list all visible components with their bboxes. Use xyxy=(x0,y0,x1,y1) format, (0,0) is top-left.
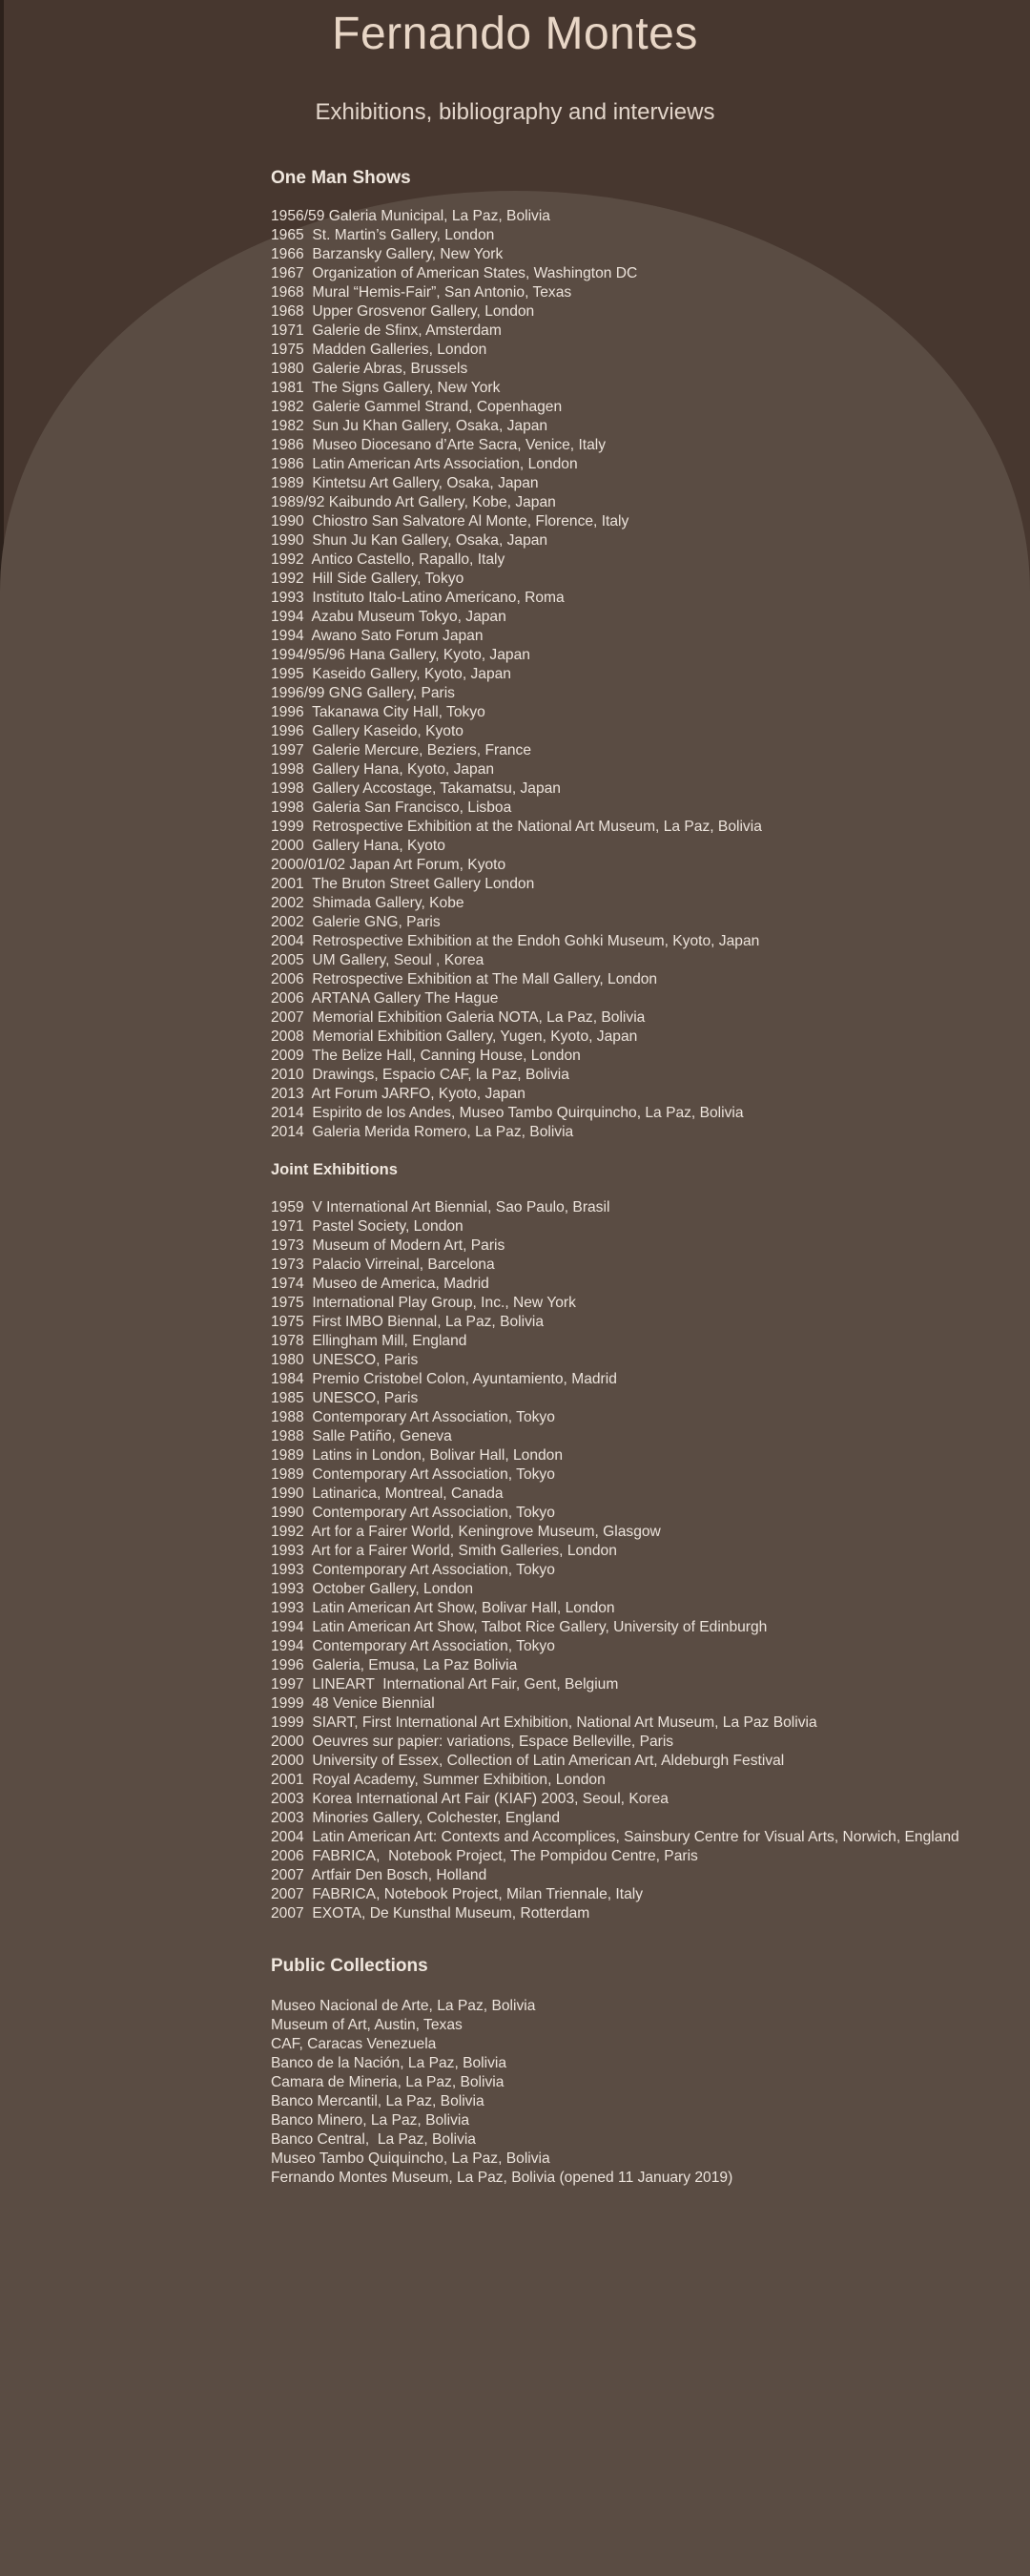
list-item: 1986 Museo Diocesano d’Arte Sacra, Venice, Italy xyxy=(271,437,607,453)
list-item: 2014 Espirito de los Andes, Museo Tambo Quirquincho, La Paz, Bolivia xyxy=(271,1105,744,1121)
list-item: Museo Tambo Quiquincho, La Paz, Bolivia xyxy=(271,2150,550,2167)
list-item: 1968 Mural “Hemis-Fair”, San Antonio, Texas xyxy=(271,284,572,301)
list-item: 1996/99 GNG Gallery, Paris xyxy=(271,685,455,701)
list-item: 1994 Contemporary Art Association, Tokyo xyxy=(271,1638,555,1654)
list-item: 1999 SIART, First International Art Exhibition, National Art Museum, La Paz Bolivia xyxy=(271,1714,817,1731)
list-item: 1971 Pastel Society, London xyxy=(271,1218,464,1235)
list-item: 1993 Latin American Art Show, Bolivar Hall, London xyxy=(271,1600,615,1616)
list-item: 1988 Salle Patiño, Geneva xyxy=(271,1428,452,1444)
list-item: 1966 Barzansky Gallery, New York xyxy=(271,246,504,262)
list-item: 1998 Galeria San Francisco, Lisboa xyxy=(271,800,512,816)
list-item: 2014 Galeria Merida Romero, La Paz, Bolivia xyxy=(271,1124,574,1140)
list-item: Banco Mercantil, La Paz, Bolivia xyxy=(271,2093,484,2109)
list-item: 1973 Museum of Modern Art, Paris xyxy=(271,1237,505,1254)
list-item: 1993 October Gallery, London xyxy=(271,1581,474,1597)
list-item: 2013 Art Forum JARFO, Kyoto, Japan xyxy=(271,1086,525,1102)
list-item: 1999 Retrospective Exhibition at the National Art Museum, La Paz, Bolivia xyxy=(271,819,762,835)
list-item: 1990 Chiostro San Salvatore Al Monte, Florence, Italy xyxy=(271,513,629,530)
list-item: 1973 Palacio Virreinal, Barcelona xyxy=(271,1257,495,1273)
public-collections-list xyxy=(271,1997,732,2188)
list-item: 2010 Drawings, Espacio CAF, la Paz, Bolivia xyxy=(271,1067,569,1083)
list-item: 2006 ARTANA Gallery The Hague xyxy=(271,990,499,1007)
list-item: Banco de la Nación, La Paz, Bolivia xyxy=(271,2055,507,2071)
list-item: 1988 Contemporary Art Association, Tokyo xyxy=(271,1409,555,1425)
list-item: 2001 The Bruton Street Gallery London xyxy=(271,876,535,892)
list-item: 1996 Gallery Kaseido, Kyoto xyxy=(271,723,464,739)
list-item: 1990 Latinarica, Montreal, Canada xyxy=(271,1485,504,1502)
list-item: Museum of Art, Austin, Texas xyxy=(271,2017,463,2033)
list-item: 2003 Korea International Art Fair (KIAF) 2003, Seoul, Korea xyxy=(271,1791,669,1807)
list-item: Museo Nacional de Arte, La Paz, Bolivia xyxy=(271,1998,536,2014)
list-item: 1967 Organization of American States, Washington DC xyxy=(271,265,638,281)
list-item: 1997 LINEART International Art Fair, Gent, Belgium xyxy=(271,1676,619,1693)
list-item: 2000 University of Essex, Collection of Latin American Art, Aldeburgh Festival xyxy=(271,1753,785,1769)
list-item: 2005 UM Gallery, Seoul , Korea xyxy=(271,952,484,968)
list-item: 1993 Instituto Italo-Latino Americano, Roma xyxy=(271,590,565,606)
list-item: 1980 Galerie Abras, Brussels xyxy=(271,361,468,377)
list-item: 2002 Shimada Gallery, Kobe xyxy=(271,895,464,911)
list-item: Banco Central, La Paz, Bolivia xyxy=(271,2131,476,2148)
list-item: 2000/01/02 Japan Art Forum, Kyoto xyxy=(271,857,506,873)
list-item: 1993 Contemporary Art Association, Tokyo xyxy=(271,1562,555,1578)
list-item: 1989 Contemporary Art Association, Tokyo xyxy=(271,1466,555,1483)
list-item: 2001 Royal Academy, Summer Exhibition, London xyxy=(271,1772,606,1788)
list-item: 1996 Takanawa City Hall, Tokyo xyxy=(271,704,485,720)
list-item: 1985 UNESCO, Paris xyxy=(271,1390,419,1406)
list-item: 2000 Gallery Hana, Kyoto xyxy=(271,838,445,854)
list-item: 2007 Artfair Den Bosch, Holland xyxy=(271,1867,487,1883)
list-item: 2004 Latin American Art: Contexts and Accomplices, Sainsbury Centre for Visual Arts, Norwich, England xyxy=(271,1829,959,1845)
list-item: Banco Minero, La Paz, Bolivia xyxy=(271,2112,470,2129)
list-item: 2004 Retrospective Exhibition at the Endoh Gohki Museum, Kyoto, Japan xyxy=(271,933,760,949)
list-item: 1990 Shun Ju Kan Gallery, Osaka, Japan xyxy=(271,532,548,549)
list-item: 1994 Latin American Art Show, Talbot Rice Gallery, University of Edinburgh xyxy=(271,1619,768,1635)
list-item: 1994 Azabu Museum Tokyo, Japan xyxy=(271,609,506,625)
list-item: 1984 Premio Cristobel Colon, Ayuntamiento, Madrid xyxy=(271,1371,617,1387)
section-heading-joint-exhibitions: Joint Exhibitions xyxy=(271,1161,398,1178)
list-item: 1998 Gallery Accostage, Takamatsu, Japan xyxy=(271,780,561,797)
list-item: CAF, Caracas Venezuela xyxy=(271,2036,437,2052)
list-item: Camara de Mineria, La Paz, Bolivia xyxy=(271,2074,505,2090)
list-item: 1981 The Signs Gallery, New York xyxy=(271,380,501,396)
list-item: 2002 Galerie GNG, Paris xyxy=(271,914,441,930)
list-item: 2009 The Belize Hall, Canning House, London xyxy=(271,1048,581,1064)
list-item: 1994/95/96 Hana Gallery, Kyoto, Japan xyxy=(271,647,530,663)
joint-exhibitions-list xyxy=(271,1198,959,1923)
list-item: 1992 Art for a Fairer World, Keningrove Museum, Glasgow xyxy=(271,1524,661,1540)
list-item: 1965 St. Martin’s Gallery, London xyxy=(271,227,495,243)
list-item: 1998 Gallery Hana, Kyoto, Japan xyxy=(271,761,495,778)
list-item: Fernando Montes Museum, La Paz, Bolivia (opened 11 January 2019) xyxy=(271,2170,733,2186)
list-item: 1995 Kaseido Gallery, Kyoto, Japan xyxy=(271,666,511,682)
list-item: 1989 Kintetsu Art Gallery, Osaka, Japan xyxy=(271,475,539,491)
list-item: 1986 Latin American Arts Association, London xyxy=(271,456,578,472)
list-item: 1997 Galerie Mercure, Beziers, France xyxy=(271,742,532,758)
list-item: 1971 Galerie de Sfinx, Amsterdam xyxy=(271,322,502,339)
list-item: 1974 Museo de America, Madrid xyxy=(271,1276,489,1292)
list-item: 2000 Oeuvres sur papier: variations, Espace Belleville, Paris xyxy=(271,1734,674,1750)
list-item: 1994 Awano Sato Forum Japan xyxy=(271,628,484,644)
list-item: 1959 V International Art Biennial, Sao Paulo, Brasil xyxy=(271,1199,610,1215)
list-item: 2007 Memorial Exhibition Galeria NOTA, La Paz, Bolivia xyxy=(271,1009,646,1026)
list-item: 1975 International Play Group, Inc., New York xyxy=(271,1295,576,1311)
section-heading-one-man-shows: One Man Shows xyxy=(271,168,411,188)
list-item: 1990 Contemporary Art Association, Tokyo xyxy=(271,1505,555,1521)
list-item: 1989/92 Kaibundo Art Gallery, Kobe, Japan xyxy=(271,494,556,510)
list-item: 2006 Retrospective Exhibition at The Mall Gallery, London xyxy=(271,971,658,987)
list-item: 2008 Memorial Exhibition Gallery, Yugen, Kyoto, Japan xyxy=(271,1028,638,1045)
list-item: 1982 Galerie Gammel Strand, Copenhagen xyxy=(271,399,563,415)
list-item: 1975 Madden Galleries, London xyxy=(271,342,487,358)
list-item: 1982 Sun Ju Khan Gallery, Osaka, Japan xyxy=(271,418,548,434)
page-subtitle: Exhibitions, bibliography and interviews xyxy=(315,99,715,125)
list-item: 1999 48 Venice Biennial xyxy=(271,1695,435,1712)
list-item: 2007 FABRICA, Notebook Project, Milan Triennale, Italy xyxy=(271,1886,644,1902)
list-item: 2003 Minories Gallery, Colchester, England xyxy=(271,1810,561,1826)
list-item: 1993 Art for a Fairer World, Smith Galleries, London xyxy=(271,1543,617,1559)
list-item: 1992 Antico Castello, Rapallo, Italy xyxy=(271,551,505,568)
list-item: 2007 EXOTA, De Kunsthal Museum, Rotterdam xyxy=(271,1905,590,1922)
section-heading-public-collections: Public Collections xyxy=(271,1956,428,1976)
page-title: Fernando Montes xyxy=(332,9,698,59)
one-man-shows-list xyxy=(271,207,762,1142)
list-item: 1996 Galeria, Emusa, La Paz Bolivia xyxy=(271,1657,518,1673)
list-item: 1968 Upper Grosvenor Gallery, London xyxy=(271,303,535,320)
list-item: 1989 Latins in London, Bolivar Hall, London xyxy=(271,1447,564,1464)
list-item: 1992 Hill Side Gallery, Tokyo xyxy=(271,571,464,587)
list-item: 1975 First IMBO Biennal, La Paz, Bolivia xyxy=(271,1314,545,1330)
list-item: 1980 UNESCO, Paris xyxy=(271,1352,419,1368)
list-item: 1978 Ellingham Mill, England xyxy=(271,1333,467,1349)
list-item: 2006 FABRICA, Notebook Project, The Pompidou Centre, Paris xyxy=(271,1848,698,1864)
list-item: 1956/59 Galeria Municipal, La Paz, Bolivia xyxy=(271,208,550,224)
